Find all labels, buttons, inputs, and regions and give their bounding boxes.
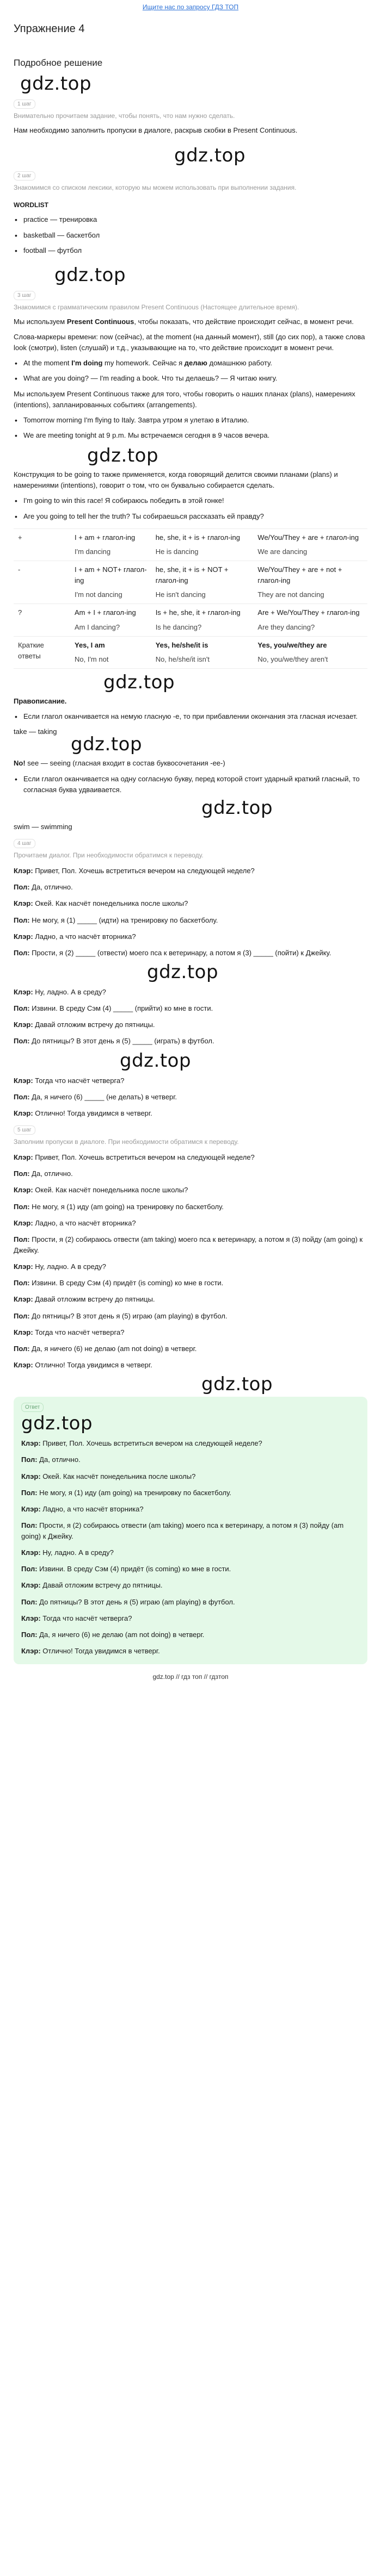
dialogue-line: Клэр: Привет, Пол. Хочешь встретиться вечером на следующей неделе?	[21, 1439, 262, 1448]
dialogue-line: Клэр: Ну, ладно. А в среду?	[21, 1548, 114, 1557]
list-item: • At the moment I'm doing my homework. Сейчас я делаю домашнюю работу.	[14, 358, 367, 369]
watermark: gdz.top	[87, 445, 159, 467]
dialogue-line: Клэр: Отлично! Тогда увидимся в четверг.	[21, 1647, 160, 1656]
watermark: gdz.top	[103, 671, 175, 694]
watermark: gdz.top	[120, 1049, 192, 1072]
watermark: gdz.top	[201, 797, 273, 819]
dialogue-line: Клэр: Тогда что насчёт четверга?	[21, 1614, 132, 1622]
spelling-rules	[14, 711, 367, 722]
rule-example: No! see — seeing (гласная входит в состав буквосочетания -ee-)	[14, 759, 225, 768]
dialogue-line: Пол: Не могу, я (1) _____ (идти) на тренировку по баскетболу.	[14, 916, 218, 924]
rule-paragraph: Слова-маркеры времени: now (сейчас), at the moment (на данный момент), still (до сих пор), а также слова look (смотри), listen (слушай) и т.д., указывающие на то, что действие происходит в момент речи.	[14, 333, 365, 352]
list-item: • We are meeting tonight at 9 p.m. Мы встречаемся сегодня в 9 часов вечера.	[14, 430, 367, 441]
step-note: Внимательно прочитаем задание, чтобы понять, что нам нужно сделать.	[14, 112, 235, 120]
dialogue-line: Клэр: Отлично! Тогда увидимся в четверг.	[14, 1109, 152, 1117]
step-text: Нам необходимо заполнить пропуски в диалоге, раскрыв скобки в Present Continuous.	[14, 126, 298, 135]
dialogue-line: Клэр: Привет, Пол. Хочешь встретиться вечером на следующей неделе?	[14, 1153, 255, 1162]
section-title: Подробное решение	[14, 58, 103, 68]
dialogue-line: Пол: Не могу, я (1) иду (am going) на тренировку по баскетболу.	[21, 1488, 231, 1497]
answer-block	[14, 1397, 367, 1664]
dialogue-line: Клэр: Ладно, а что насчёт вторника?	[21, 1504, 144, 1513]
table-row: + I + am + глагол-ing I'm dancing he, she, it + is + глагол-ing He is dancing We/You/They + are + глагол-ing We are dancing	[14, 528, 367, 561]
list-item: • Если глагол оканчивается на одну согласную букву, перед которой стоит ударный краткий гласный, то согласная буква удваивается.	[14, 774, 367, 795]
example-list	[14, 358, 367, 384]
dialogue-line: Пол: Да, отлично.	[14, 883, 73, 892]
list-item: • Are you going to tell her the truth? Ты собираешься рассказать ей правду?	[14, 511, 367, 522]
rule-paragraph: Мы используем Present Continuous также для того, чтобы говорить о наших планах (plans), намерениях (intentions), запланированных событиях (arrangements).	[14, 389, 355, 409]
wordlist-heading: WORDLIST	[14, 201, 48, 209]
page-title: Упражнение 4	[14, 23, 85, 35]
table-row: ? Am + I + глагол-ing Am I dancing? Is + he, she, it + глагол-ing Is he dancing? Are + We/You/They + глагол-ing Are they dancing?	[14, 604, 367, 636]
footer: gdz.top // гдз топ // гдзтоп	[152, 1673, 229, 1681]
dialogue-line: Клэр: Окей. Как насчёт понедельника после школы?	[14, 1186, 188, 1194]
dialogue-line: Пол: Да, я ничего (6) не делаю (am not doing) в четверг.	[21, 1630, 205, 1639]
list-item: • practice — тренировка	[14, 214, 367, 225]
dialogue-line: Пол: Прости, я (2) собираюсь отвести (am taking) моего пса к ветеринару, а потом я (3) пойду (am going) к Джейку.	[21, 1521, 344, 1541]
step-badge: 2 шаг	[14, 171, 35, 181]
step-note: Знакомимся с грамматическим правилом Present Continuous (Настоящее длительное время).	[14, 303, 299, 311]
list-item: • football — футбол	[14, 245, 367, 256]
list-item: • Tomorrow morning I'm flying to Italy. Завтра утром я улетаю в Италию.	[14, 415, 367, 426]
dialogue-line: Клэр: Отлично! Тогда увидимся в четверг.	[14, 1360, 152, 1369]
dialogue-line: Пол: Да, отлично.	[14, 1169, 73, 1178]
watermark: gdz.top	[71, 733, 143, 756]
dialogue	[14, 1152, 367, 1371]
dialogue-line: Клэр: Ну, ладно. А в среду?	[14, 987, 106, 996]
spelling-rules	[14, 774, 367, 795]
step-note: Знакомимся со списком лексики, которую мы можем использовать при выполнении задания.	[14, 183, 297, 191]
dialogue-line: Клэр: Ладно, а что насчёт вторника?	[14, 1218, 136, 1227]
answer-badge: Ответ	[21, 1403, 44, 1412]
dialogue-line: Пол: Да, я ничего (6) не делаю (am not doing) в четверг.	[14, 1344, 197, 1353]
rule-paragraph: Мы используем Present Continuous, чтобы показать, что действие происходит сейчас, в момент речи.	[14, 317, 354, 326]
example-list	[14, 495, 367, 521]
step-badge: 1 шаг	[14, 99, 35, 109]
list-item: • Если глагол оканчивается на немую гласную -e, то при прибавлении окончания эта гласная исчезает.	[14, 711, 367, 722]
dialogue-line: Пол: До пятницы? В этот день я (5) играю (am playing) в футбол.	[14, 1311, 228, 1320]
step-badge: 4 шаг	[14, 839, 35, 848]
list-item: • basketball — баскетбол	[14, 230, 367, 241]
watermark: gdz.top	[21, 1413, 93, 1435]
dialogue-line: Клэр: Тогда что насчёт четверга?	[14, 1328, 125, 1336]
wordlist	[14, 214, 367, 256]
search-hint-link[interactable]: Ищите нас по запросу ГДЗ ТОП	[142, 3, 239, 11]
watermark: gdz.top	[201, 1373, 273, 1396]
top-banner	[14, 0, 367, 11]
watermark: gdz.top	[174, 144, 246, 166]
step-badge: 3 шаг	[14, 291, 35, 300]
dialogue	[21, 1438, 360, 1657]
dialogue-line: Клэр: Тогда что насчёт четверга?	[14, 1076, 125, 1085]
list-item: • What are you doing? — I'm reading a book. Что ты делаешь? — Я читаю книгу.	[14, 373, 367, 384]
step-badge: 5 шаг	[14, 1125, 35, 1135]
dialogue	[14, 866, 367, 1119]
grammar-table	[14, 528, 367, 669]
dialogue-line: Пол: Да, я ничего (6) _____ (не делать) в четверг.	[14, 1092, 177, 1101]
dialogue-line: Клэр: Окей. Как насчёт понедельника после школы?	[14, 899, 188, 908]
table-row: - I + am + NOT+ глагол-ing I'm not dancing he, she, it + is + NOT + глагол-ing He isn't dancing We/You/They + are + not + глагол-ing They are not dancing	[14, 561, 367, 604]
dialogue-line: Пол: До пятницы? В этот день я (5) играю (am playing) в футбол.	[21, 1597, 235, 1606]
rule-example: swim — swimming	[14, 822, 72, 831]
dialogue-line: Пол: Да, отлично.	[21, 1455, 81, 1464]
dialogue-line: Клэр: Ладно, а что насчёт вторника?	[14, 932, 136, 941]
dialogue-line: Пол: До пятницы? В этот день я (5) _____ (играть) в футбол.	[14, 1037, 214, 1046]
dialogue-line: Пол: Прости, я (2) _____ (отвести) моего пса к ветеринару, а потом я (3) _____ (пойти) к Джейку.	[14, 948, 331, 957]
example-list	[14, 415, 367, 441]
step-note: Заполним пропуски в диалоге. При необходимости обратимся к переводу.	[14, 1138, 239, 1146]
dialogue-line: Пол: Извини. В среду Сэм (4) придёт (is coming) ко мне в гости.	[14, 1279, 224, 1287]
watermark: gdz.top	[54, 264, 126, 286]
dialogue-line: Клэр: Окей. Как насчёт понедельника после школы?	[21, 1472, 196, 1480]
watermark: gdz.top	[147, 961, 219, 983]
dialogue-line: Пол: Не могу, я (1) иду (am going) на тренировку по баскетболу.	[14, 1202, 224, 1211]
spelling-heading: Правописание.	[14, 697, 67, 706]
step-note: Прочитаем диалог. При необходимости обратимся к переводу.	[14, 851, 204, 860]
watermark: gdz.top	[20, 73, 92, 95]
dialogue-line: Клэр: Давай отложим встречу до пятницы.	[21, 1581, 163, 1590]
dialogue-line: Пол: Извини. В среду Сэм (4) _____ (прийти) ко мне в гости.	[14, 1004, 213, 1013]
dialogue-line: Клэр: Давай отложим встречу до пятницы.	[14, 1021, 155, 1029]
rule-example: take — taking	[14, 727, 57, 736]
list-item: • I'm going to win this race! Я собираюсь победить в этой гонке!	[14, 495, 367, 506]
rule-paragraph: Конструкция to be going to также применяется, когда говорящий делится своими планами (plans) и намерениями (intentions), говорит о том, что он буквально собирается сделать.	[14, 470, 338, 490]
dialogue-line: Пол: Извини. В среду Сэм (4) придёт (is coming) ко мне в гости.	[21, 1565, 231, 1573]
dialogue-line: Пол: Прости, я (2) собираюсь отвести (am taking) моего пса к ветеринару, а потом я (3) пойду (am going) к Джейку.	[14, 1235, 363, 1254]
table-row: Краткие ответы Yes, I am No, I'm not Yes, he/she/it is No, he/she/it isn't Yes, you/we/they are No, you/we/they aren't	[14, 636, 367, 668]
dialogue-line: Клэр: Ну, ладно. А в среду?	[14, 1262, 106, 1271]
dialogue-line: Клэр: Привет, Пол. Хочешь встретиться вечером на следующей неделе?	[14, 867, 255, 875]
dialogue-line: Клэр: Давай отложим встречу до пятницы.	[14, 1295, 155, 1304]
